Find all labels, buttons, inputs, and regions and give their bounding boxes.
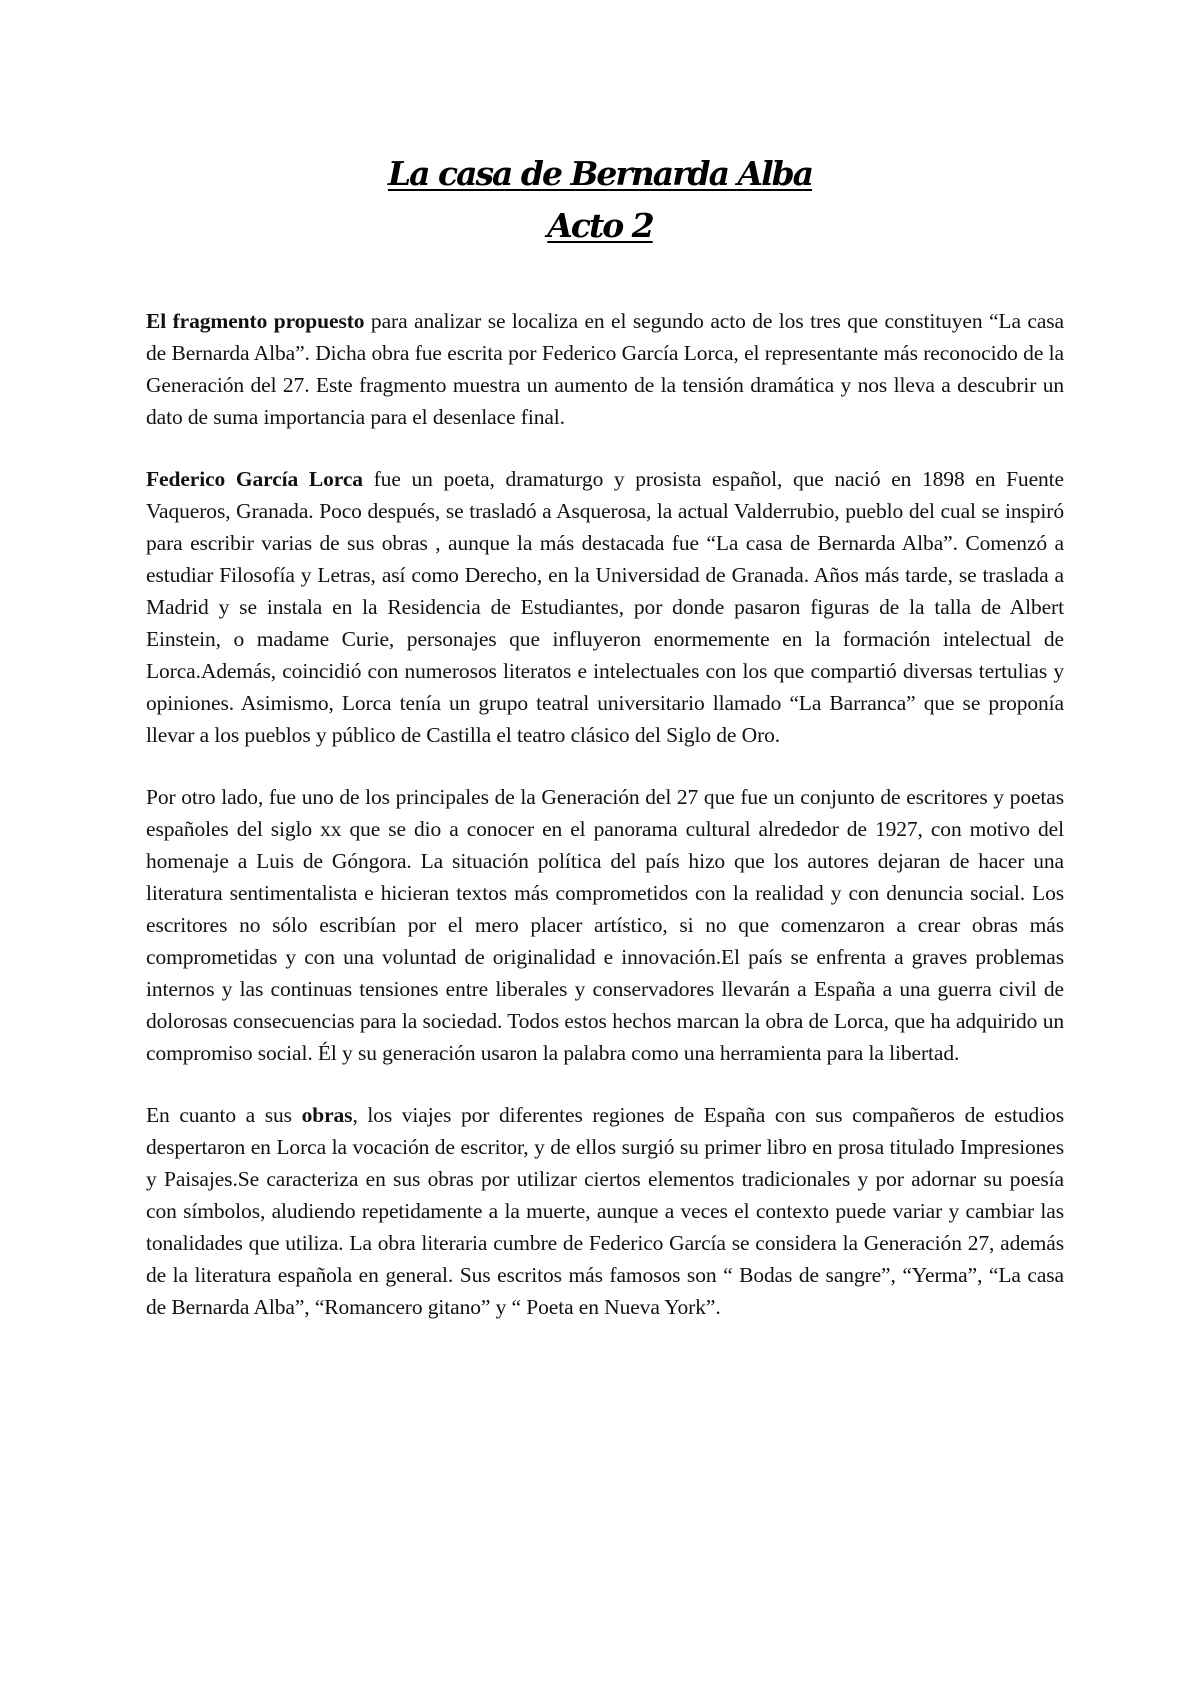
paragraph-generation xyxy=(146,781,1064,1069)
document-title: La casa de Bernarda Alba xyxy=(387,154,813,193)
paragraph-text: Por otro lado, fue uno de los principales de la Generación del 27 que fue un conjunto de escritores y poetas españoles del siglo xx que se dio a conocer en el panorama cultural alrededor de 1927, con motivo del homenaje a Luis de Góngora. La situación política del país hizo que los autores dejaran de hacer una literatura sentimentalista e hicieran textos más comprometidos con la realidad y con denuncia social. Los escritores no sólo escribían por el mero placer artístico, si no que comenzaron a crear obras más comprometidas y con una voluntad de originalidad e innovación.El país se enfrenta a graves problemas internos y las continuas tensiones entre liberales y conservadores llevarán a España a una guerra civil de dolorosas consecuencias para la sociedad. Todos estos hechos marcan la obra de Lorca, que ha adquirido un compromiso social. Él y su generación usaron la palabra como una herramienta para la libertad. xyxy=(146,785,1064,1065)
paragraph-text: fue un poeta, dramaturgo y prosista español, que nació en 1898 en Fuente Vaqueros, Granada. Poco después, se trasladó a Asquerosa, la actual Valderrubio, pueblo del cual se inspiró para escribir varias de sus obras , aunque la más destacada fue “La casa de Bernarda Alba”. Comenzó a estudiar Filosofía y Letras, así como Derecho, en la Universidad de Granada. Años más tarde, se traslada a Madrid y se instala en la Residencia de Estudiantes, por donde pasaron figuras de la talla de Albert Einstein, o madame Curie, personajes que influyeron enormemente en la formación intelectual de Lorca.Además, coincidió con numerosos literatos e intelectuales con los que compartió diversas tertulias y opiniones. Asimismo, Lorca tenía un grupo teatral universitario llamado “La Barranca” que se proponía llevar a los pueblos y público de Castilla el teatro clásico del Siglo de Oro. xyxy=(146,467,1064,747)
paragraph-pre: En cuanto a sus xyxy=(146,1103,302,1127)
document-subtitle: Acto 2 xyxy=(547,206,653,245)
paragraph-lead: El fragmento propuesto xyxy=(146,309,365,333)
paragraph-lead: obras xyxy=(301,1103,353,1127)
paragraph-works xyxy=(146,1099,1064,1323)
paragraph-text: , los viajes por diferentes regiones de España con sus compañeros de estudios despertaron en Lorca la vocación de escritor, y de ellos surgió su primer libro en prosa titulado Impresiones y Paisajes.Se caracteriza en sus obras por utilizar ciertos elementos tradicionales y por adornar su poesía con símbolos, aludiendo repetidamente a la muerte, aunque a veces el contexto puede variar y cambiar las tonalidades que utiliza. La obra literaria cumbre de Federico García se considera la Generación 27, además de la literatura española en general. Sus escritos más famosos son “ Bodas de sangre”, “Yerma”, “La casa de Bernarda Alba”, “Romancero gitano” y “ Poeta en Nueva York”. xyxy=(146,1103,1064,1319)
paragraph-lead: Federico García Lorca xyxy=(146,467,363,491)
paragraph-fragment xyxy=(146,305,1064,433)
paragraph-biography xyxy=(146,463,1064,751)
paragraph-text: para analizar se localiza en el segundo acto de los tres que constituyen “La casa de Bernarda Alba”. Dicha obra fue escrita por Federico García Lorca, el representante más reconocido de la Generación del 27. Este fragmento muestra un aumento de la tensión dramática y nos lleva a descubrir un dato de suma importancia para el desenlace final. xyxy=(146,309,1064,429)
title-block xyxy=(0,148,1200,252)
document-body xyxy=(146,305,1064,1323)
